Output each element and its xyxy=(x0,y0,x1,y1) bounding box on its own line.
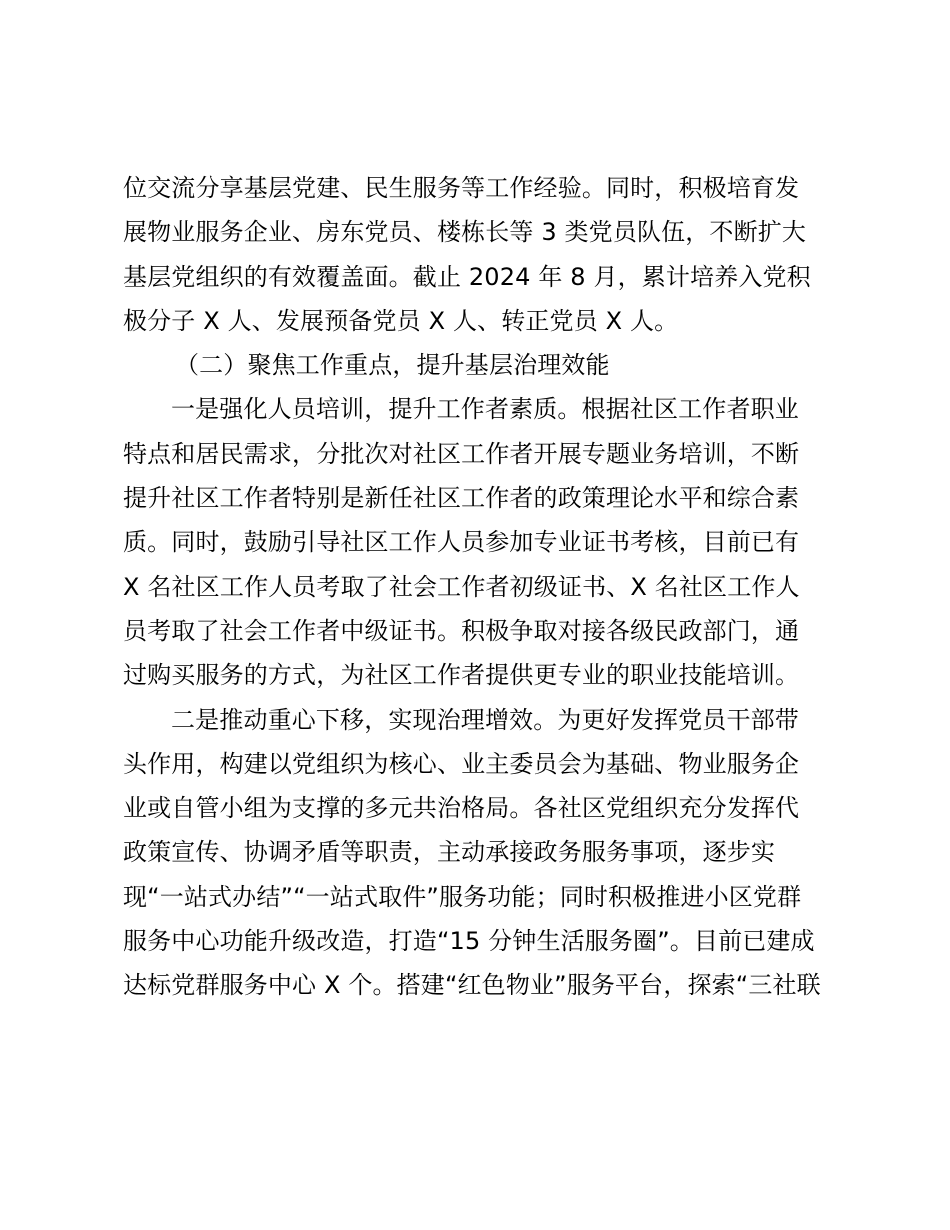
paragraph-line: 极分子 X 人、发展预备党员 X 人、转正党员 X 人。 xyxy=(123,306,679,335)
paragraph-line: 过购买服务的方式，为社区工作者提供更专业的职业技能培训。 xyxy=(123,661,800,690)
paragraph-line: 基层党组织的有效覆盖面。截止 2024 年 8 月，累计培养入党积 xyxy=(123,262,811,291)
paragraph-line: 一是强化人员培训，提升工作者素质。根据社区工作者职业 xyxy=(171,395,799,424)
paragraph-line: 达标党群服务中心 X 个。搭建“红色物业”服务平台，探索“三社联 xyxy=(123,971,821,1000)
paragraph-line: 展物业服务企业、房东党员、楼栋长等 3 类党员队伍，不断扩大 xyxy=(123,218,807,247)
paragraph-line: 头作用，构建以党组织为核心、业主委员会为基础、物业服务企 xyxy=(123,749,800,778)
paragraph-line: 业或自管小组为支撑的多元共治格局。各社区党组织充分发挥代 xyxy=(123,794,800,823)
paragraph-line: 现“一站式办结”“一站式取件”服务功能；同时积极推进小区党群 xyxy=(123,882,802,911)
paragraph-line: 服务中心功能升级改造，打造“15 分钟生活服务圈”。目前已建成 xyxy=(123,927,815,956)
paragraph-line: 二是推动重心下移，实现治理增效。为更好发挥党员干部带 xyxy=(171,705,799,734)
paragraph-line: 位交流分享基层党建、民生服务等工作经验。同时，积极培育发 xyxy=(123,174,800,202)
paragraph-line: 质。同时，鼓励引导社区工作人员参加专业证书考核，目前已有 xyxy=(123,528,800,557)
paragraph-line: X 名社区工作人员考取了社会工作者初级证书、X 名社区工作人 xyxy=(123,572,800,601)
document-body xyxy=(123,166,833,1008)
paragraph-line: 政策宣传、协调矛盾等职责，主动承接政务服务事项，逐步实 xyxy=(123,838,776,867)
paragraph-line: 特点和居民需求，分批次对社区工作者开展专题业务培训，不断 xyxy=(123,439,800,468)
paragraph-line: 员考取了社会工作者中级证书。积极争取对接各级民政部门，通 xyxy=(123,616,800,645)
section-heading: （二）聚焦工作重点，提升基层治理效能 xyxy=(175,351,610,380)
paragraph-line: 提升社区工作者特别是新任社区工作者的政策理论水平和综合素 xyxy=(123,484,800,513)
